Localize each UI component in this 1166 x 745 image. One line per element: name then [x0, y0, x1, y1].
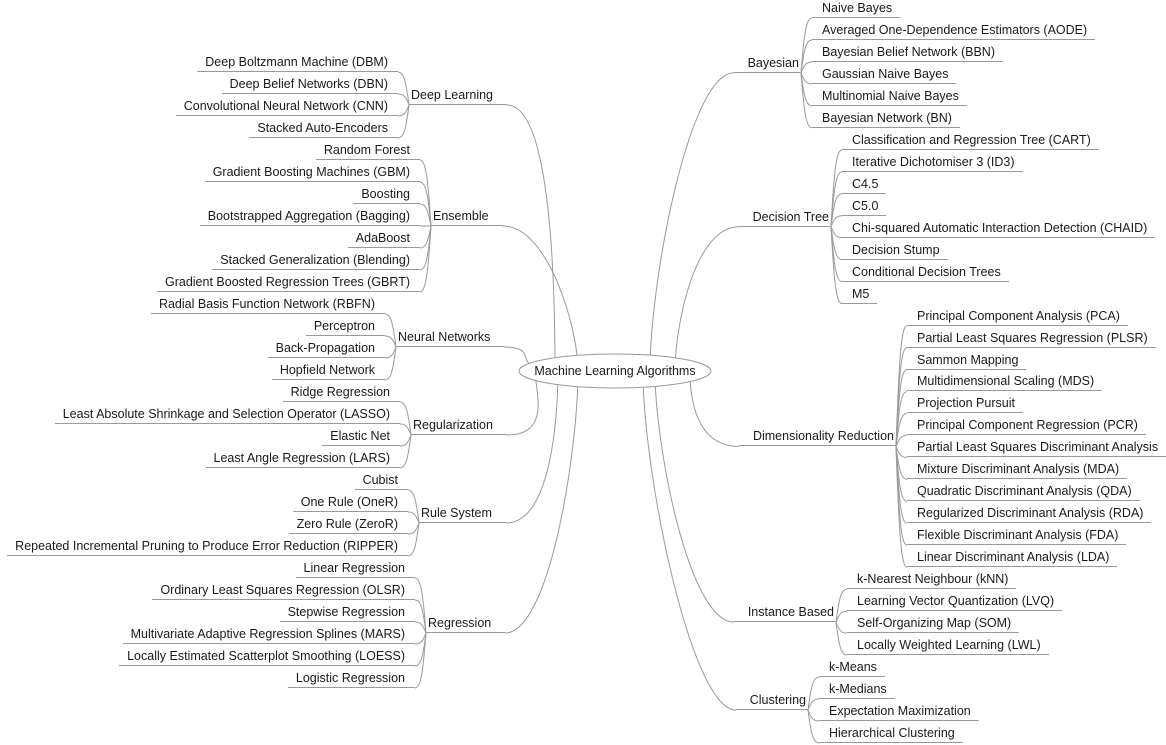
leaf-node[interactable]: Learning Vector Quantization (LVQ) — [847, 594, 1062, 611]
leaf-node[interactable]: Deep Boltzmann Machine (DBM) — [197, 55, 398, 72]
leaf-node[interactable]: Partial Least Squares Regression (PLSR) — [907, 331, 1156, 348]
connector-line — [503, 226, 578, 371]
leaf-node[interactable]: Least Absolute Shrinkage and Selection Operator (LASSO) — [55, 407, 400, 424]
leaf-node[interactable]: AdaBoost — [348, 231, 420, 248]
leaf-node[interactable]: Cubist — [355, 473, 408, 490]
leaf-node[interactable]: Chi-squared Automatic Interaction Detection (CHAID) — [842, 221, 1155, 238]
connector-line — [505, 371, 578, 633]
connector-line — [507, 371, 538, 435]
leaf-node[interactable]: One Rule (OneR) — [293, 495, 408, 512]
leaf-node[interactable]: Linear Discriminant Analysis (LDA) — [907, 550, 1117, 567]
leaf-node[interactable]: Multinomial Naive Bayes — [812, 89, 967, 106]
leaf-node[interactable]: Bayesian Belief Network (BBN) — [812, 45, 1003, 62]
leaf-node[interactable]: Locally Estimated Scatterplot Smoothing (LOESS) — [119, 649, 415, 666]
leaf-node[interactable]: Naive Bayes — [812, 1, 900, 18]
leaf-node[interactable]: Gradient Boosting Machines (GBM) — [205, 165, 420, 182]
leaf-node[interactable]: Hierarchical Clustering — [819, 726, 963, 743]
leaf-node[interactable]: Random Forest — [316, 143, 420, 160]
leaf-node[interactable]: Sammon Mapping — [907, 353, 1026, 370]
leaf-node[interactable]: Radial Basis Function Network (RBFN) — [151, 297, 385, 314]
leaf-node[interactable]: Back-Propagation — [268, 341, 385, 358]
leaf-node[interactable]: Bootstrapped Aggregation (Bagging) — [200, 209, 420, 226]
leaf-node[interactable]: Locally Weighted Learning (LWL) — [847, 638, 1049, 655]
branch-node[interactable]: Clustering — [736, 693, 808, 710]
branch-node[interactable]: Bayesian — [734, 56, 801, 73]
leaf-node[interactable]: Flexible Discriminant Analysis (FDA) — [907, 528, 1126, 545]
leaf-node[interactable]: Mixture Discriminant Analysis (MDA) — [907, 462, 1127, 479]
leaf-node[interactable]: Self-Organizing Map (SOM) — [847, 616, 1019, 633]
leaf-node[interactable]: Zero Rule (ZeroR) — [289, 517, 408, 534]
connector-line — [690, 371, 739, 446]
leaf-node[interactable]: Deep Belief Networks (DBN) — [222, 77, 398, 94]
branch-node[interactable]: Ensemble — [431, 209, 503, 226]
leaf-node[interactable]: Repeated Incremental Pruning to Produce Error Reduction (RIPPER) — [7, 539, 408, 556]
leaf-node[interactable]: C4.5 — [842, 177, 886, 194]
leaf-node[interactable]: Perceptron — [306, 319, 385, 336]
leaf-node[interactable]: Principal Component Regression (PCR) — [907, 418, 1146, 435]
leaf-node[interactable]: Regularized Discriminant Analysis (RDA) — [907, 506, 1151, 523]
leaf-node[interactable]: Conditional Decision Trees — [842, 265, 1009, 282]
branch-node[interactable]: Regularization — [411, 418, 507, 435]
leaf-node[interactable]: Stacked Auto-Encoders — [249, 121, 398, 138]
leaf-node[interactable]: Partial Least Squares Discriminant Analysis — [907, 440, 1166, 457]
leaf-node[interactable]: k-Means — [819, 660, 885, 677]
leaf-node[interactable]: Stepwise Regression — [280, 605, 415, 622]
leaf-node[interactable]: Quadratic Discriminant Analysis (QDA) — [907, 484, 1140, 501]
connector-line — [420, 160, 431, 226]
leaf-node[interactable]: Bayesian Network (BN) — [812, 111, 960, 128]
leaf-node[interactable]: Hopfield Network — [272, 363, 385, 380]
leaf-node[interactable]: Convolutional Neural Network (CNN) — [176, 99, 398, 116]
leaf-node[interactable]: C5.0 — [842, 199, 886, 216]
leaf-node[interactable]: Projection Pursuit — [907, 396, 1023, 413]
branch-node[interactable]: Neural Networks — [396, 330, 504, 347]
leaf-node[interactable]: M5 — [842, 287, 877, 304]
branch-node[interactable]: Decision Tree — [739, 210, 831, 227]
branch-node[interactable]: Rule System — [419, 506, 506, 523]
branch-node[interactable]: Dimensionality Reduction — [739, 429, 896, 446]
leaf-node[interactable]: Averaged One-Dependence Estimators (AODE) — [812, 23, 1095, 40]
leaf-node[interactable]: Principal Component Analysis (PCA) — [907, 309, 1128, 326]
branch-node[interactable]: Regression — [426, 616, 505, 633]
leaf-node[interactable]: Multidimensional Scaling (MDS) — [907, 374, 1102, 391]
leaf-node[interactable]: Gradient Boosted Regression Trees (GBRT) — [157, 275, 420, 292]
leaf-node[interactable]: Logistic Regression — [288, 671, 415, 688]
leaf-node[interactable]: Ordinary Least Squares Regression (OLSR) — [152, 583, 415, 600]
leaf-node[interactable]: k-Medians — [819, 682, 895, 699]
branch-node[interactable]: Instance Based — [734, 605, 836, 622]
connector-line — [643, 371, 736, 710]
leaf-node[interactable]: k-Nearest Neighbour (kNN) — [847, 572, 1016, 589]
connector-line — [506, 371, 558, 523]
leaf-node[interactable]: Gaussian Naive Bayes — [812, 67, 956, 84]
leaf-node[interactable]: Linear Regression — [296, 561, 415, 578]
leaf-node[interactable]: Boosting — [353, 187, 420, 204]
leaf-node[interactable]: Expectation Maximization — [819, 704, 979, 721]
leaf-node[interactable]: Ridge Regression — [283, 385, 400, 402]
branch-node[interactable]: Deep Learning — [409, 88, 507, 105]
center-node[interactable]: Machine Learning Algorithms — [534, 363, 696, 378]
leaf-node[interactable]: Multivariate Adaptive Regression Splines (MARS) — [123, 627, 415, 644]
connector-line — [675, 227, 739, 371]
leaf-node[interactable]: Stacked Generalization (Blending) — [212, 253, 420, 270]
leaf-node[interactable]: Classification and Regression Tree (CART) — [842, 133, 1099, 150]
leaf-node[interactable]: Decision Stump — [842, 243, 948, 260]
leaf-node[interactable]: Least Angle Regression (LARS) — [206, 451, 400, 468]
connector-line — [507, 105, 555, 371]
connector-line — [420, 226, 431, 292]
leaf-node[interactable]: Elastic Net — [322, 429, 400, 446]
leaf-node[interactable]: Iterative Dichotomiser 3 (ID3) — [842, 155, 1023, 172]
connector-line — [650, 73, 734, 371]
